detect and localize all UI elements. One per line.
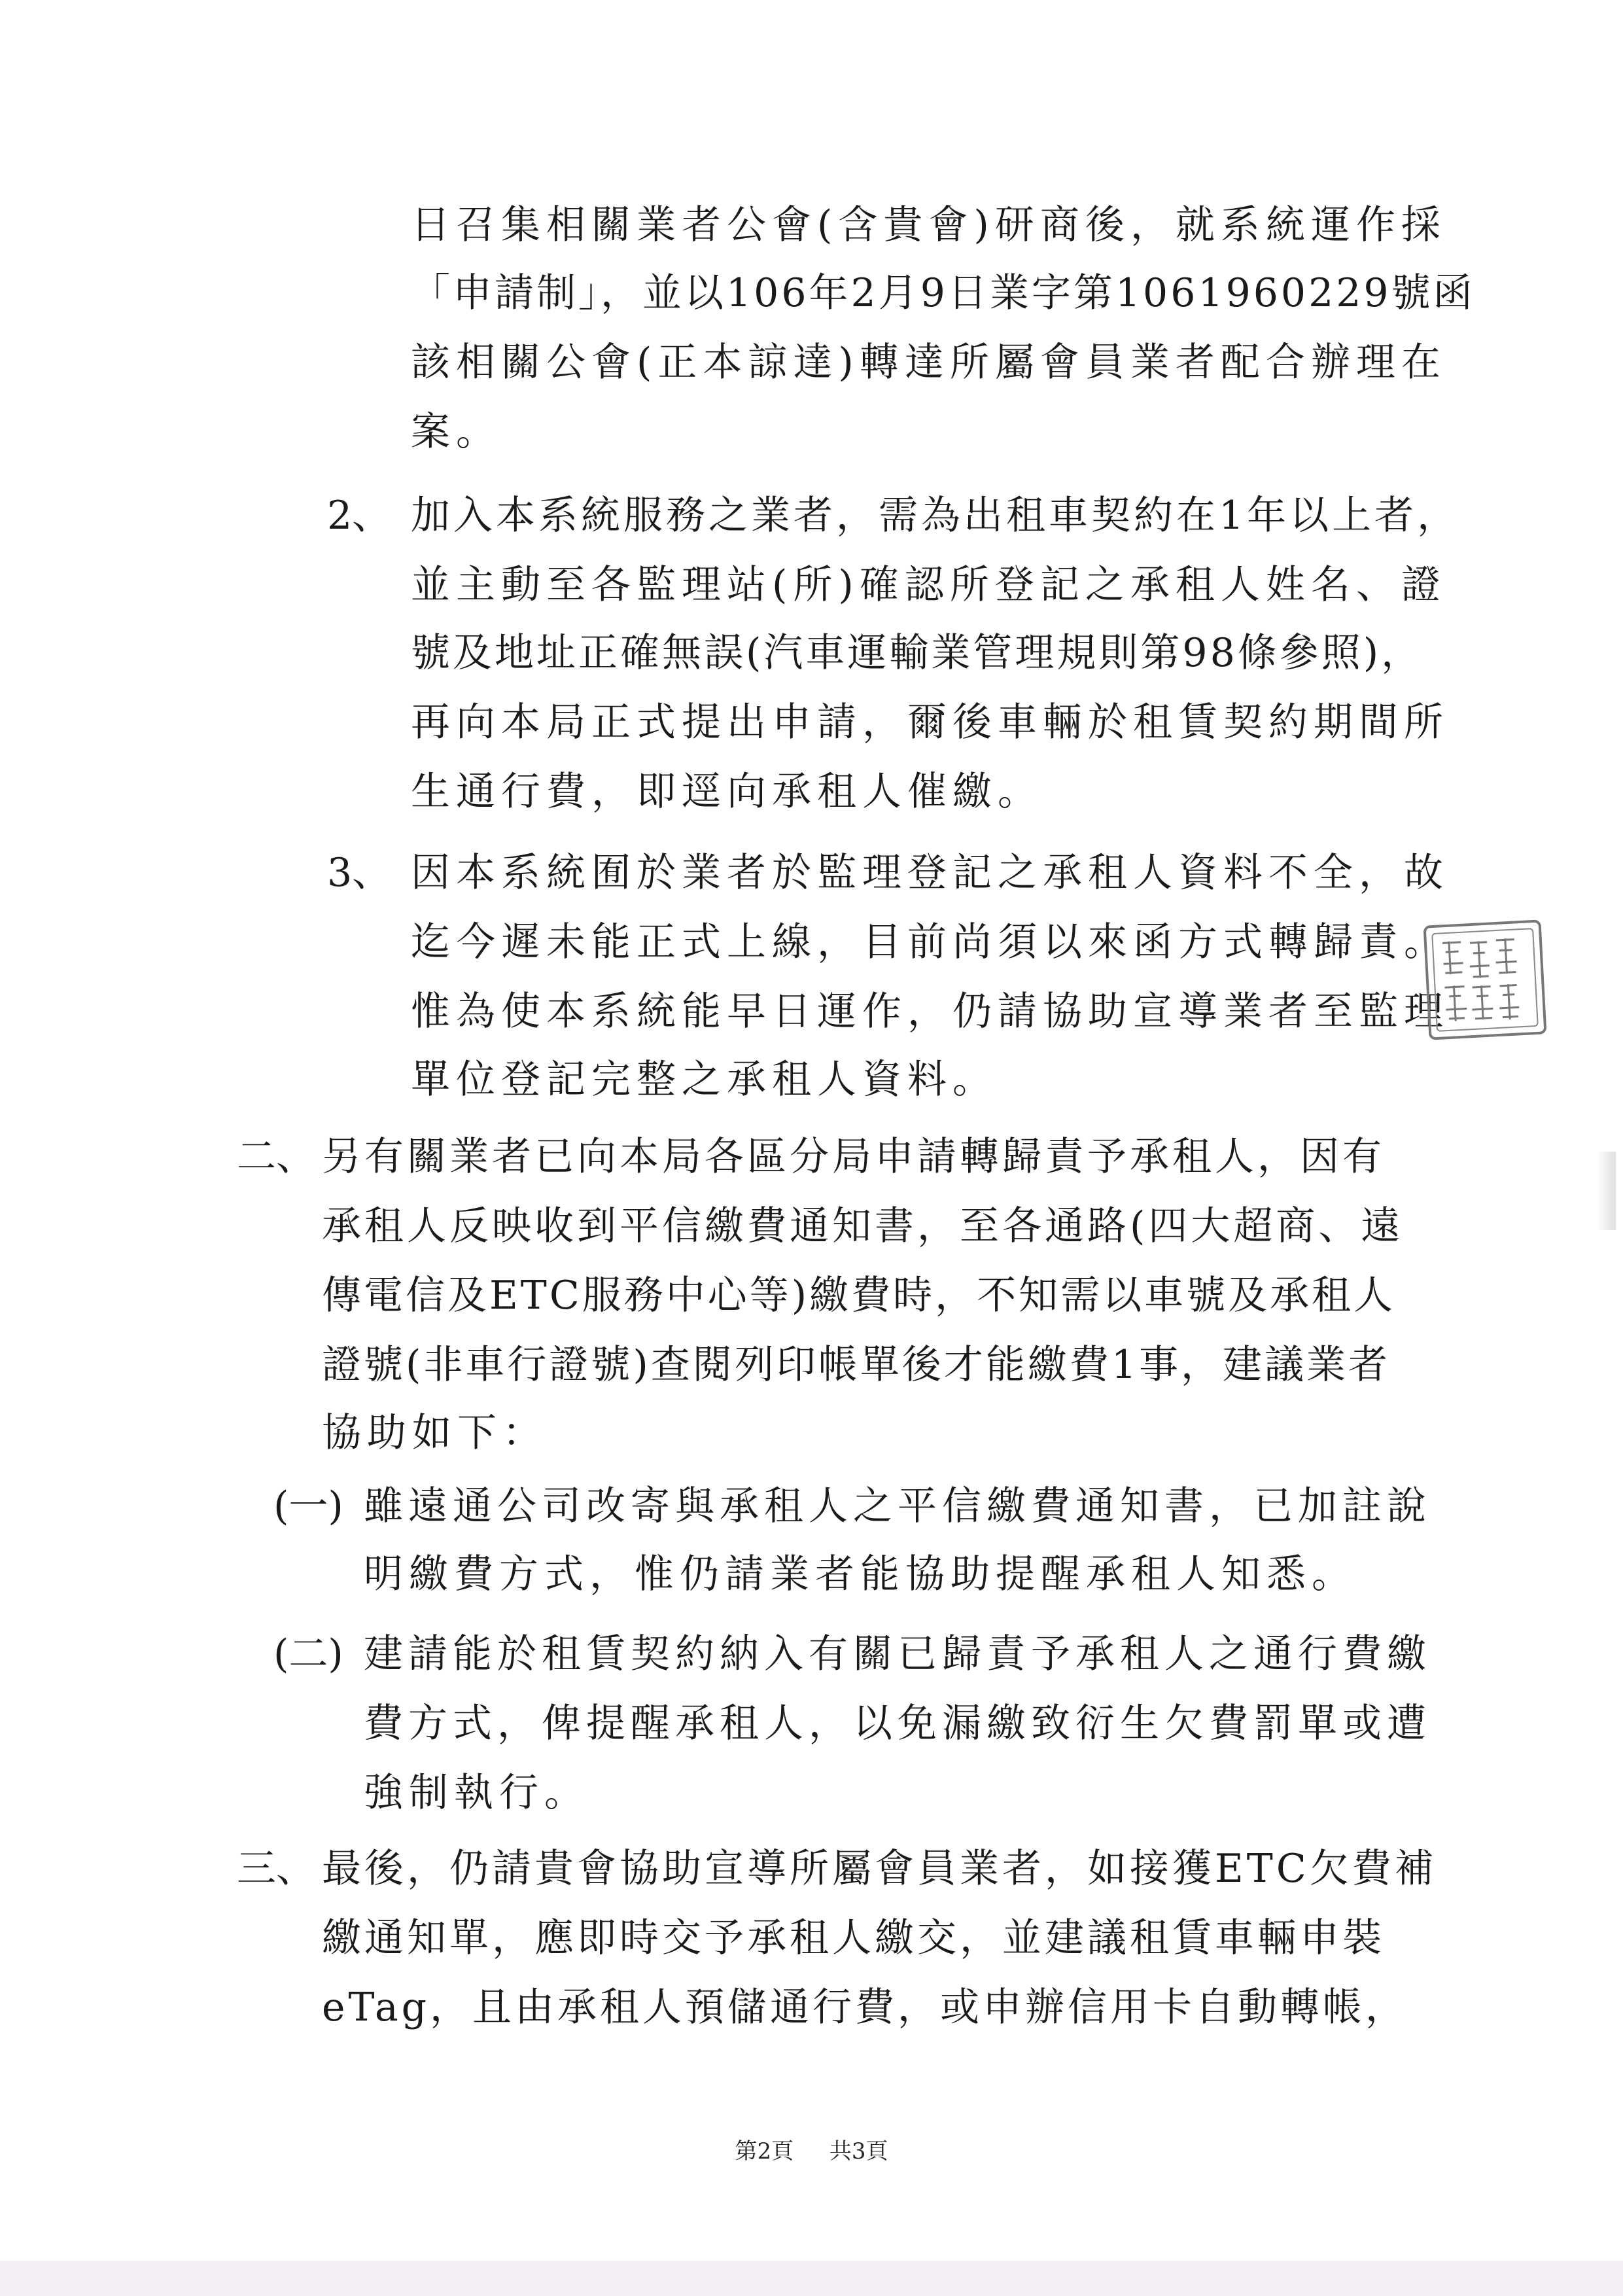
body-line: 強制執行。 bbox=[364, 1770, 589, 1816]
body-line: 再向本局正式提出申請，爾後車輛於租賃契約期間所 bbox=[411, 699, 1449, 745]
page-footer bbox=[0, 2138, 1623, 2164]
body-line: 建請能於租賃契約納入有關已歸責予承租人之通行費繳 bbox=[364, 1631, 1431, 1677]
body-line: 傳電信及ETC服務中心等)繳費時，不知需以車號及承租人 bbox=[322, 1273, 1396, 1318]
body-line: 證號(非車行證號)查閱列印帳單後才能繳費1事，建議業者 bbox=[322, 1342, 1390, 1388]
subsection-number: (二) bbox=[273, 1631, 343, 1677]
scan-bottom-band bbox=[0, 2261, 1623, 2296]
body-line: 「申請制」，並以106年2月9日業字第1061960229號函 bbox=[411, 270, 1475, 316]
body-line: 並主動至各監理站(所)確認所登記之承租人姓名、證 bbox=[411, 562, 1446, 608]
body-line: 另有關業者已向本局各區分局申請轉歸責予承租人，因有 bbox=[322, 1134, 1385, 1180]
section-number: 三、 bbox=[237, 1846, 315, 1892]
page-number: 第2頁 bbox=[735, 2138, 794, 2164]
item-number: 2、 bbox=[327, 493, 392, 539]
body-line: 繳通知單，應即時交予承租人繳交，並建議租賃車輛申裝 bbox=[322, 1915, 1385, 1961]
body-line: 承租人反映收到平信繳費通知書，至各通路(四大超商、遠 bbox=[322, 1203, 1404, 1249]
body-line: 單位登記完整之承租人資料。 bbox=[411, 1057, 998, 1103]
body-line: 案。 bbox=[411, 409, 501, 455]
body-line: eTag，且由承租人預儲通行費，或申辦信用卡自動轉帳， bbox=[322, 1985, 1408, 2030]
scan-edge-shadow bbox=[1596, 1152, 1616, 1230]
body-line: 日召集相關業者公會(含貴會)研商後，就系統運作採 bbox=[411, 202, 1446, 248]
body-line: 該相關公會(正本諒達)轉達所屬會員業者配合辦理在 bbox=[411, 340, 1446, 385]
item-number: 3、 bbox=[327, 850, 392, 896]
section-number: 二、 bbox=[237, 1134, 315, 1180]
subsection-number: (一) bbox=[273, 1483, 343, 1529]
seal-stamp-icon bbox=[1423, 919, 1547, 1040]
body-line: 惟為使本系統能早日運作，仍請協助宣導業者至監理 bbox=[411, 989, 1449, 1034]
seal-glyph-marks bbox=[1429, 925, 1541, 1034]
body-line: 雖遠通公司改寄與承租人之平信繳費通知書，已加註說 bbox=[364, 1483, 1431, 1529]
body-line: 生通行費，即逕向承租人催繳。 bbox=[411, 769, 1043, 815]
body-line: 因本系統囿於業者於監理登記之承租人資料不全，故 bbox=[411, 850, 1449, 896]
body-line: 最後，仍請貴會協助宣導所屬會員業者，如接獲ETC欠費補 bbox=[322, 1846, 1437, 1892]
body-line: 協助如下： bbox=[322, 1410, 548, 1456]
body-line: 加入本系統服務之業者，需為出租車契約在1年以上者， bbox=[411, 493, 1460, 539]
body-line: 明繳費方式，惟仍請業者能協助提醒承租人知悉。 bbox=[364, 1551, 1357, 1597]
page-total: 共3頁 bbox=[829, 2138, 888, 2164]
body-line: 迄今遲未能正式上線，目前尚須以來函方式轉歸責。 bbox=[411, 919, 1449, 965]
body-line: 費方式，俾提醒承租人，以免漏繳致衍生欠費罰單或遭 bbox=[364, 1701, 1431, 1746]
body-line: 號及地址正確無誤(汽車運輸業管理規則第98條參照)， bbox=[411, 630, 1423, 676]
